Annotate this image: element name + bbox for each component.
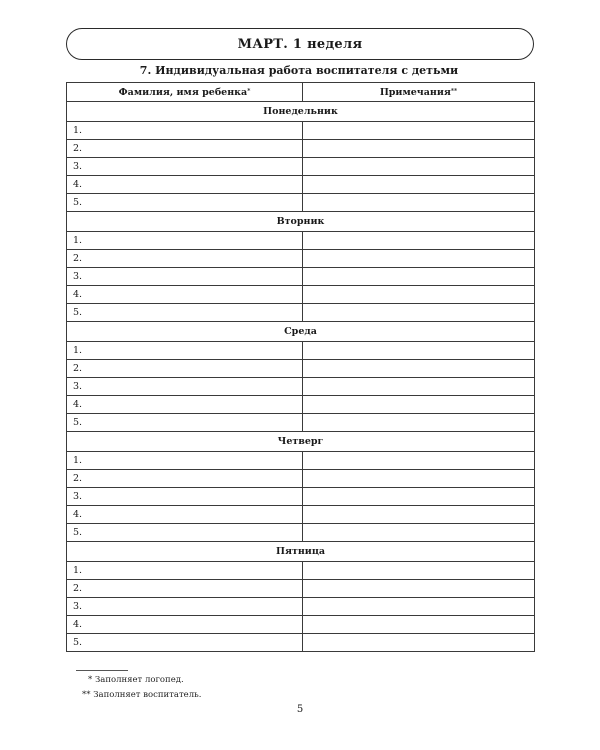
child-name-cell[interactable]: 4. — [67, 396, 303, 414]
table-row — [67, 396, 535, 414]
section-title: 7. Индивидуальная работа воспитателя с детьми — [139, 64, 459, 77]
footnote-divider — [76, 670, 128, 671]
notes-cell[interactable] — [303, 232, 535, 250]
notes-cell[interactable] — [303, 452, 535, 470]
day-label: Понедельник — [67, 102, 535, 122]
child-name-cell[interactable]: 2. — [67, 140, 303, 158]
child-name-cell[interactable]: 5. — [67, 304, 303, 322]
day-label: Пятница — [67, 542, 535, 562]
child-name-cell[interactable]: 3. — [67, 268, 303, 286]
column-header-child-name: Фамилия, имя ребенка* — [67, 83, 303, 102]
page-title: МАРТ. 1 неделя — [237, 36, 363, 52]
notes-cell[interactable] — [303, 360, 535, 378]
child-name-cell[interactable]: 3. — [67, 598, 303, 616]
table-row — [67, 598, 535, 616]
notes-cell[interactable] — [303, 304, 535, 322]
table-header-row — [67, 83, 535, 102]
child-name-cell[interactable]: 5. — [67, 524, 303, 542]
child-name-cell[interactable]: 1. — [67, 232, 303, 250]
table-row — [67, 414, 535, 432]
table-row — [67, 250, 535, 268]
page-number: 5 — [296, 704, 304, 715]
day-label: Вторник — [67, 212, 535, 232]
child-name-cell[interactable]: 3. — [67, 158, 303, 176]
child-name-cell[interactable]: 4. — [67, 506, 303, 524]
table-row — [67, 524, 535, 542]
day-label: Четверг — [67, 432, 535, 452]
child-name-cell[interactable]: 4. — [67, 286, 303, 304]
table-row — [67, 232, 535, 250]
footnote-speech-therapist: * Заполняет логопед. — [88, 675, 184, 685]
child-name-cell[interactable]: 2. — [67, 250, 303, 268]
child-name-cell[interactable]: 1. — [67, 122, 303, 140]
child-name-cell[interactable]: 3. — [67, 378, 303, 396]
notes-cell[interactable] — [303, 158, 535, 176]
day-label: Среда — [67, 322, 535, 342]
table-row — [67, 140, 535, 158]
child-name-cell[interactable]: 4. — [67, 616, 303, 634]
notes-cell[interactable] — [303, 194, 535, 212]
day-header-row — [67, 542, 535, 562]
day-header-row — [67, 322, 535, 342]
notes-cell[interactable] — [303, 470, 535, 488]
child-name-cell[interactable]: 5. — [67, 194, 303, 212]
notes-cell[interactable] — [303, 250, 535, 268]
individual-work-table — [66, 82, 535, 652]
table-body — [67, 102, 535, 652]
table-row — [67, 342, 535, 360]
notes-cell[interactable] — [303, 122, 535, 140]
table-row — [67, 176, 535, 194]
footnote-teacher: ** Заполняет воспитатель. — [82, 690, 202, 700]
day-header-row — [67, 212, 535, 232]
notes-cell[interactable] — [303, 506, 535, 524]
table-row — [67, 286, 535, 304]
child-name-cell[interactable]: 2. — [67, 470, 303, 488]
notes-cell[interactable] — [303, 634, 535, 652]
table-row — [67, 122, 535, 140]
day-header-row — [67, 432, 535, 452]
child-name-cell[interactable]: 1. — [67, 562, 303, 580]
table-row — [67, 634, 535, 652]
table-row — [67, 488, 535, 506]
page-header — [66, 28, 534, 60]
day-header-row — [67, 102, 535, 122]
child-name-cell[interactable]: 3. — [67, 488, 303, 506]
child-name-cell[interactable]: 1. — [67, 452, 303, 470]
notes-cell[interactable] — [303, 286, 535, 304]
table-row — [67, 616, 535, 634]
table-row — [67, 194, 535, 212]
table-row — [67, 268, 535, 286]
notes-cell[interactable] — [303, 524, 535, 542]
table-row — [67, 580, 535, 598]
table-row — [67, 360, 535, 378]
notes-cell[interactable] — [303, 378, 535, 396]
table-row — [67, 304, 535, 322]
notes-cell[interactable] — [303, 488, 535, 506]
child-name-cell[interactable]: 5. — [67, 414, 303, 432]
notes-cell[interactable] — [303, 140, 535, 158]
notes-cell[interactable] — [303, 414, 535, 432]
column-header-notes: Примечания** — [303, 83, 535, 102]
child-name-cell[interactable]: 2. — [67, 580, 303, 598]
notes-cell[interactable] — [303, 396, 535, 414]
notes-cell[interactable] — [303, 616, 535, 634]
notes-cell[interactable] — [303, 562, 535, 580]
notes-cell[interactable] — [303, 176, 535, 194]
table-row — [67, 378, 535, 396]
table-row — [67, 158, 535, 176]
notes-cell[interactable] — [303, 598, 535, 616]
child-name-cell[interactable]: 2. — [67, 360, 303, 378]
child-name-cell[interactable]: 4. — [67, 176, 303, 194]
notes-cell[interactable] — [303, 342, 535, 360]
child-name-cell[interactable]: 5. — [67, 634, 303, 652]
notes-cell[interactable] — [303, 580, 535, 598]
table-row — [67, 562, 535, 580]
table-row — [67, 506, 535, 524]
table-row — [67, 452, 535, 470]
child-name-cell[interactable]: 1. — [67, 342, 303, 360]
notes-cell[interactable] — [303, 268, 535, 286]
table-row — [67, 470, 535, 488]
